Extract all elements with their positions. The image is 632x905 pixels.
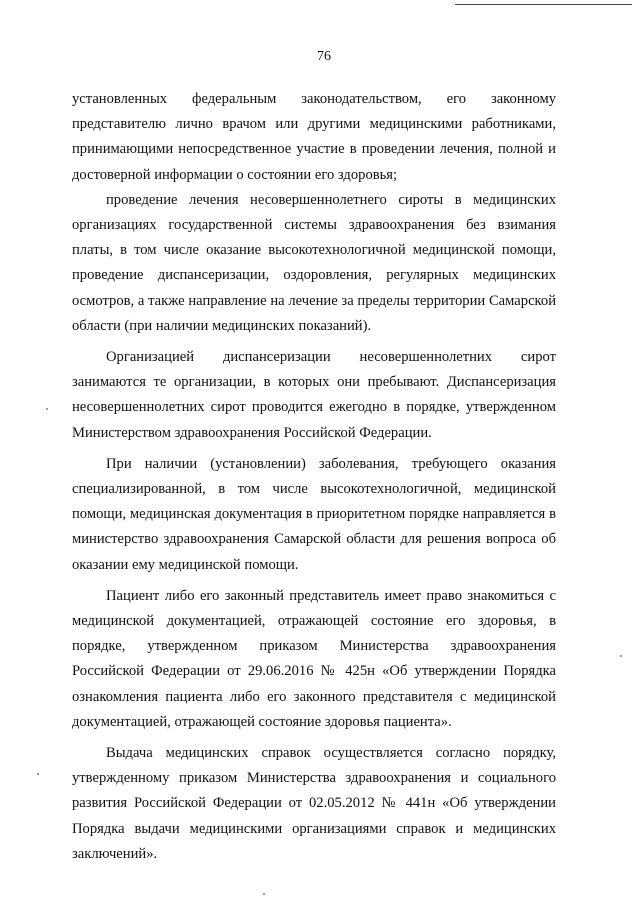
scan-speck	[37, 773, 39, 775]
page-number: 76	[317, 49, 331, 64]
document-body	[72, 87, 556, 867]
top-border-line	[455, 4, 632, 5]
paragraph-6: Выдача медицинских справок осуществляется согласно порядку, утвержденному приказом Министерства здравоохранения и социального развития Российской Федерации от 02.05.2012 № 441н «Об утверждении Порядка выдачи медицинскими организациями справок и медицинских заключений».	[72, 745, 556, 862]
paragraph-5: Пациент либо его законный представитель имеет право знакомиться с медицинской документацией, отражающей состояние его здоровья, в порядке, утвержденном приказом Министерства здравоохранения Российской Федерации от 29.06.2016 № 425н «Об утверждении Порядка ознакомления пациента либо его законного представителя с медицинской документацией, отражающей состояние здоровья пациента».	[72, 587, 556, 730]
paragraph-3: Организацией диспансеризации несовершеннолетних сирот занимаются те организации, в которых они пребывают. Диспансеризация несовершеннолетних сирот проводится ежегодно в порядке, утвержденном Министерством здравоохранения Российской Федерации.	[72, 349, 556, 441]
paragraph-2: проведение лечения несовершеннолетнего сироты в медицинских организациях государственной системы здравоохранения без взимания платы, в том числе оказание высокотехнологичной медицинской помощи, проведение диспансеризации, оздоровления, регулярных медицинских осмотров, а также направление на лечение за пределы территории Самарской области (при наличии медицинских показаний).	[72, 191, 556, 334]
scan-speck	[263, 893, 265, 895]
scan-speck	[620, 655, 622, 657]
paragraph-4: При наличии (установлении) заболевания, требующего оказания специализированной, в том числе высокотехнологичной, медицинской помощи, медицинская документация в приоритетном порядке направляется в министерство здравоохранения Самарской области для решения вопроса об оказании ему медицинской помощи.	[72, 455, 556, 573]
paragraph-1: установленных федеральным законодательством, его законному представителю лично врачом или другими медицинскими работниками, принимающими непосредственное участие в проведении лечения, полной и достоверной информации о состоянии его здоровья;	[72, 91, 556, 183]
scan-speck	[46, 408, 48, 410]
